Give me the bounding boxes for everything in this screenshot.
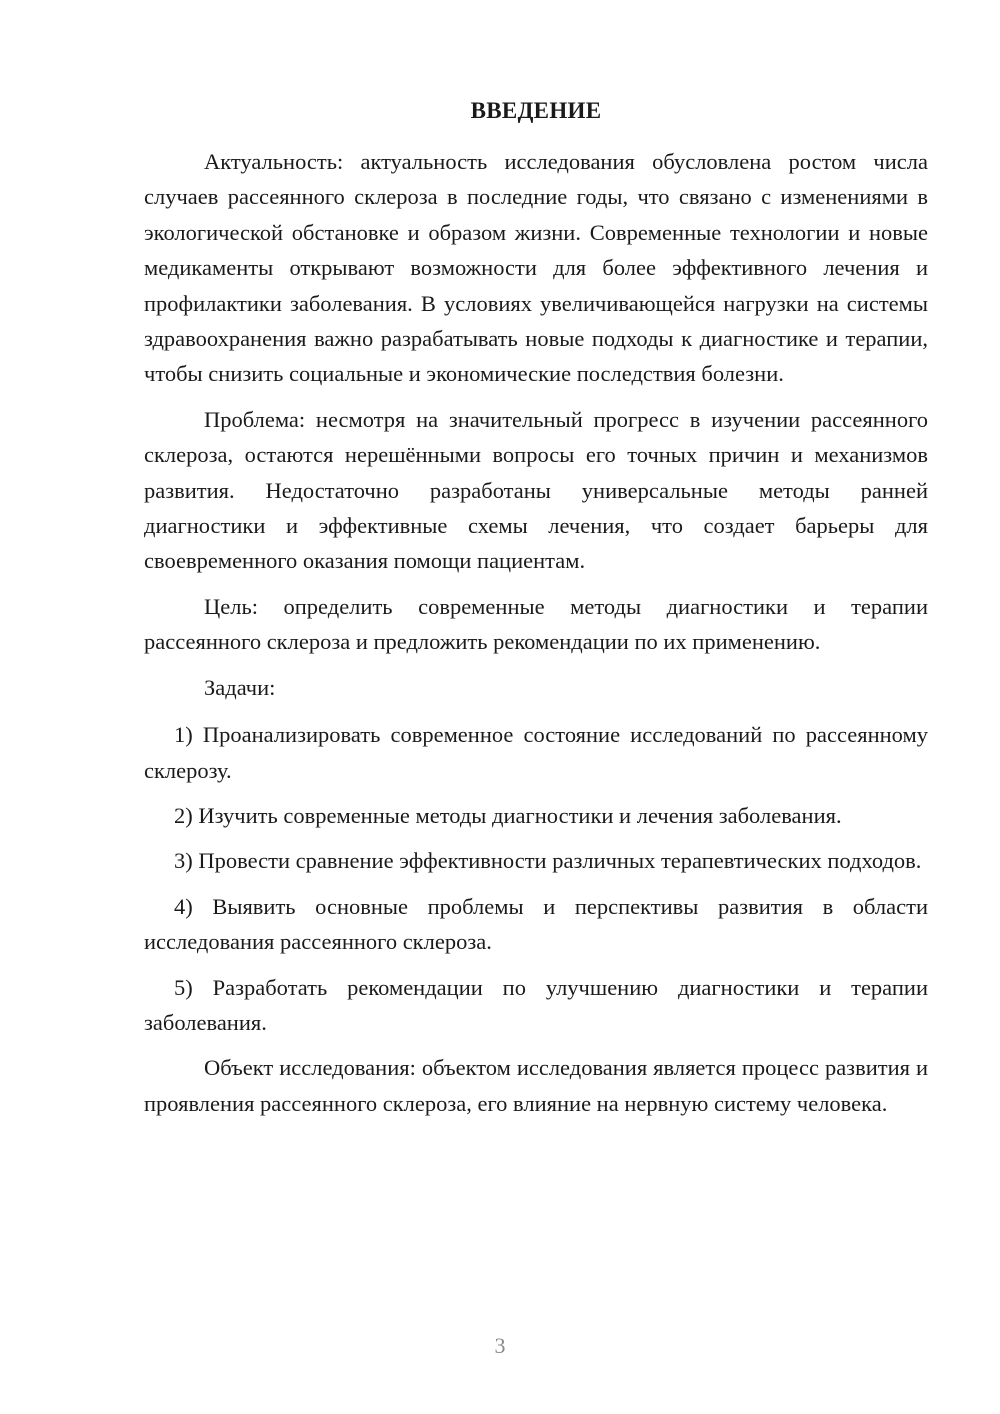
task-item-3: 3) Провести сравнение эффективности различных терапевтических подходов. [174,848,922,874]
document-title: ВВЕДЕНИЕ [470,98,602,123]
document-page [144,96,928,1131]
paragraph-relevance: Актуальность: актуальность исследования обусловлена ростом числа случаев рассеянного склероза в последние годы, что связано с изменениями в экологической обстановке и образом жизни. Современные технологии и новые медикаменты открывают возможности для более эффективного лечения и профилактики заболевания. В условиях увеличивающейся нагрузки на системы здравоохранения важно разрабатывать новые подходы к диагностике и терапии, чтобы снизить социальные и экономические последствия болезни. [144,149,928,387]
paragraph-goal: Цель: определить современные методы диагностики и терапии рассеянного склероза и предложить рекомендации по их применению. [144,593,928,655]
tasks-heading: Задачи: [204,674,276,700]
task-item-5: 5) Разработать рекомендации по улучшению диагностики и терапии заболевания. [144,974,928,1035]
task-item-4: 4) Выявить основные проблемы и перспективы развития в области исследования рассеянного склероза. [144,893,928,955]
paragraph-problem: Проблема: несмотря на значительный прогресс в изучении рассеянного склероза, остаются нерешёнными вопросы его точных причин и механизмов развития. Недостаточно разработаны универсальные методы ранней диагностики и эффективные схемы лечения, что создает барьеры для своевременного оказания помощи пациентам. [144,406,928,574]
task-item-2: 2) Изучить современные методы диагностики и лечения заболевания. [174,802,842,828]
paragraph-object: Объект исследования: объектом исследования является процесс развития и проявления рассеянного склероза, его влияние на нервную систему человека. [144,1055,928,1116]
task-item-1: 1) Проанализировать современное состояние исследований по рассеянному склерозу. [144,722,928,783]
page-number: 3 [494,1333,506,1358]
